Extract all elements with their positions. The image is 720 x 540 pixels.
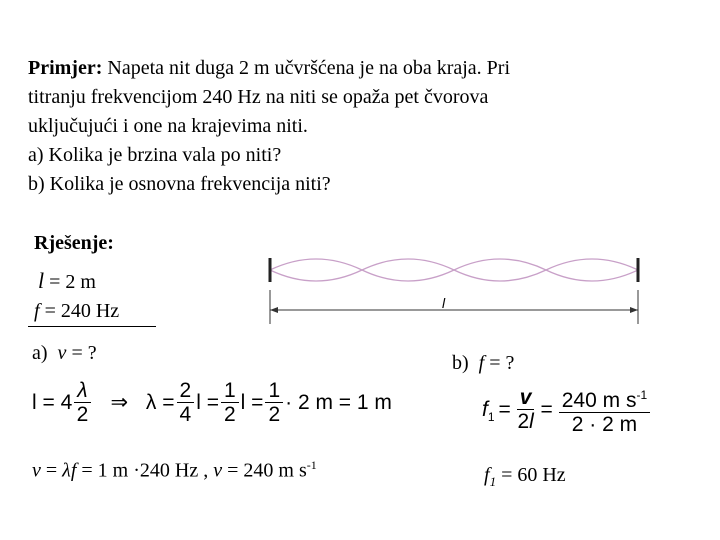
problem-line-1: Primjer: Napeta nit duga 2 m učvršćena je na oba kraja. Pri	[28, 57, 511, 79]
frac-1-over-2-a: $\frac{1}{2}$	[221, 380, 239, 427]
dimension-arrow-left	[270, 307, 278, 313]
frac-2-over-4: $\frac{2}{4}$	[177, 380, 195, 427]
given-frequency: f = 240 Hz	[34, 300, 120, 322]
problem-line-2: titranju frekvencijom 240 Hz na niti se opaža pet čvorova	[28, 86, 489, 108]
problem-line-3: uključujući i one na krajevima niti.	[28, 115, 308, 137]
length-label: l	[442, 295, 446, 311]
equation-b: $f_1$ = $\frac{v}{2l}$ = $\frac{240 m s^{-1}}{2 \cdot 2 m}$	[482, 384, 652, 437]
frac-v-over-2l: $\frac{v}{2l}$	[517, 386, 534, 433]
wave-loop-4-upper	[546, 259, 638, 270]
wave-loop-1-lower	[270, 270, 362, 281]
unknown-a: a) v = ?	[32, 342, 97, 364]
standing-wave-diagram	[262, 250, 652, 330]
result-b: $f_1 = 60$ Hz	[484, 464, 566, 489]
wave-loops	[270, 259, 638, 281]
wave-loop-3-lower	[454, 270, 546, 281]
frac-1-over-2-b: $\frac{1}{2}$	[265, 380, 283, 427]
dimension-arrow-right	[630, 307, 638, 313]
wave-loop-1-upper	[270, 259, 362, 270]
frac-lambda-over-2: $\frac{\lambda}{2}$	[74, 380, 90, 427]
given-separator	[28, 326, 156, 327]
frac-240-over-4: $\frac{240 m s^{-1}}{2 \cdot 2 m}$	[559, 384, 650, 437]
unknown-b: b) f = ?	[452, 352, 515, 374]
wave-loop-2-lower	[362, 270, 454, 281]
wave-loop-2-upper	[362, 259, 454, 270]
result-a: v = λf = 1 m ·240 Hz , v = 240 m $s^{-1}$	[32, 458, 317, 482]
problem-text	[28, 54, 668, 199]
implies-arrow: ⇒	[110, 391, 129, 415]
given-length: l = 2 m	[38, 268, 96, 293]
wave-loop-3-upper	[454, 259, 546, 270]
solution-heading: Rješenje:	[34, 232, 114, 254]
equation-a: l = 4 $\frac{\lambda}{2}$ ⇒ λ = $\frac{2}{4}$ l = $\frac{1}{2}$ l = $\frac{1}{2}$ · 2 m = 1 m	[32, 379, 392, 426]
question-a: a) Kolika je brzina vala po niti?	[28, 144, 282, 166]
wave-loop-4-lower	[546, 270, 638, 281]
question-b: b) Kolika je osnovna frekvencija niti?	[28, 173, 331, 195]
problem-label: Primjer:	[28, 57, 103, 79]
